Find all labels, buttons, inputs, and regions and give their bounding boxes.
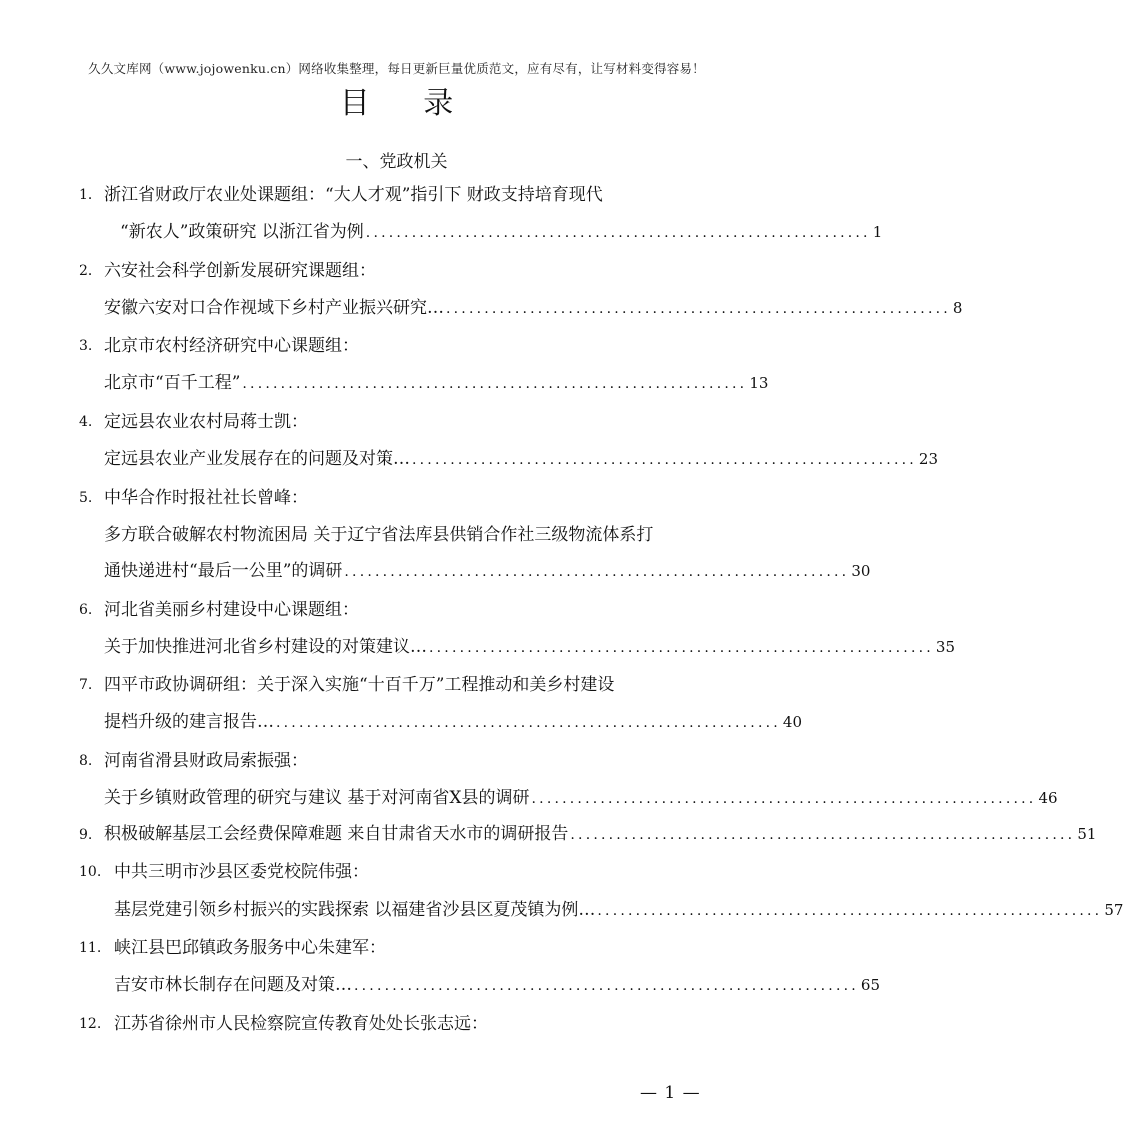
toc-page-number: 40: [782, 713, 803, 731]
toc-page-number: 13: [749, 374, 769, 392]
toc-entry-number: 4.: [79, 414, 93, 430]
toc-leader-dots: ..................................................................: [276, 715, 781, 731]
toc-entry-title: 浙江省财政厅农业处课题组：“大人才观”指引下 财政支持培育现代: [104, 185, 603, 205]
toc-page-number: 35: [935, 638, 956, 656]
toc-entry-number: 2．: [79, 263, 102, 279]
toc-entry-title: 定远县农业产业发展存在的问题及对策…: [104, 449, 410, 469]
page-title: 目 录: [339, 86, 476, 121]
toc-leader-dots: ..................................................................: [365, 225, 871, 241]
toc-entry-title: 北京市“百千工程”: [104, 373, 241, 393]
toc-entry-title: 吉安市林长制存在问题及对策…: [114, 975, 352, 995]
toc-entry-title: 基层党建引领乡村振兴的实践探索 以福建省沙县区夏茂镇为例…: [114, 900, 596, 920]
toc-entry-1-line[interactable]: [120, 219, 883, 245]
toc-entry-11-line[interactable]: [114, 972, 881, 998]
toc-entry-8-line[interactable]: [104, 785, 1058, 811]
toc-leader-dots: ..................................................................: [354, 978, 859, 994]
toc-entry-number: 1．: [79, 187, 102, 203]
toc-leader-dots: ..................................................................: [597, 903, 1103, 919]
toc-leader-dots: ..................................................................: [412, 452, 917, 468]
toc-leader-dots: ..................................................................: [531, 791, 1037, 807]
toc-entry-4-line[interactable]: [104, 446, 939, 472]
toc-entry-title: 六安社会科学创新发展研究课题组：: [104, 261, 376, 281]
toc-entry-title: 定远县农业农村局蒋士凯：: [104, 412, 308, 432]
toc-page-number: 51: [1077, 825, 1097, 843]
page-footer-number: — 1 —: [640, 1083, 701, 1103]
toc-entry-title: 关于加快推进河北省乡村建设的对策建议…: [104, 637, 427, 657]
toc-entry-title: 积极破解基层工会经费保障难题 来自甘肃省天水市的调研报告: [104, 824, 569, 844]
toc-entry-number: 3.: [79, 338, 93, 354]
toc-entry-10-line[interactable]: [114, 897, 1123, 923]
toc-entry-title: 安徽六安对口合作视域下乡村产业振兴研究…: [104, 298, 444, 318]
toc-entry-title: 中共三明市沙县区委党校院伟强：: [114, 862, 369, 882]
toc-entry-title: 四平市政协调研组：关于深入实施“十百千万”工程推动和美乡村建设: [104, 675, 615, 695]
toc-entry-title: 中华合作时报社社长曾峰：: [104, 488, 308, 508]
toc-entry-6-line[interactable]: [104, 634, 956, 660]
toc-leader-dots: ..................................................................: [242, 376, 748, 392]
toc-entry-title: 关于乡镇财政管理的研究与建议 基于对河南省X县的调研: [104, 788, 530, 808]
toc-entry-number: 6.: [79, 602, 93, 618]
toc-leader-dots: ..................................................................: [429, 640, 934, 656]
toc-entry-number: 11.: [79, 940, 102, 956]
toc-leader-dots: ..................................................................: [570, 827, 1076, 843]
toc-entry-number: 8.: [79, 753, 93, 769]
toc-entry-title: 河北省美丽乡村建设中心课题组：: [104, 600, 359, 620]
toc-entry-7-line[interactable]: [104, 709, 803, 735]
toc-page-number: 8: [952, 299, 963, 317]
toc-page-number: 65: [860, 976, 881, 994]
toc-page-number: 23: [918, 450, 939, 468]
section-heading: 一、党政机关: [345, 152, 448, 172]
toc-entry-number: 10.: [79, 864, 102, 880]
toc-entry-2-line[interactable]: [104, 295, 963, 321]
toc-entry-title: 河南省滑县财政局索振强：: [104, 751, 308, 771]
toc-entry-number: 12.: [79, 1016, 102, 1032]
toc-entry-5-line[interactable]: [104, 558, 871, 584]
toc-entry-number: 9.: [79, 827, 93, 843]
toc-entry-title: 多方联合破解农村物流困局 关于辽宁省法库县供销合作社三级物流体系打: [104, 525, 654, 545]
toc-entry-3-line[interactable]: [104, 370, 769, 396]
toc-entry-title: 峡江县巴邱镇政务服务中心朱建军：: [114, 938, 386, 958]
site-header-note: 久久文库网（www.jojowenku.cn）网络收集整理，每日更新巨量优质范文，应有尽有，让写材料变得容易！: [88, 61, 705, 76]
toc-entry-9[interactable]: [79, 821, 1097, 847]
toc-leader-dots: ..................................................................: [446, 301, 951, 317]
toc-entry-title: 通快递进村“最后一公里”的调研: [104, 561, 343, 581]
toc-page-number: 30: [851, 562, 871, 580]
toc-leader-dots: ..................................................................: [344, 564, 850, 580]
toc-entry-title: “新农人”政策研究 以浙江省为例: [120, 222, 364, 242]
toc-entry-number: 5.: [79, 490, 93, 506]
toc-entry-title: 北京市农村经济研究中心课题组：: [104, 336, 359, 356]
toc-page-number: 1: [872, 223, 883, 241]
toc-entry-number: 7.: [79, 677, 93, 693]
toc-entry-title: 提档升级的建言报告…: [104, 712, 274, 732]
toc-entry-title: 江苏省徐州市人民检察院宣传教育处处长张志远：: [114, 1014, 488, 1034]
toc-page-number: 46: [1038, 789, 1058, 807]
toc-page-number: 57: [1104, 901, 1123, 919]
